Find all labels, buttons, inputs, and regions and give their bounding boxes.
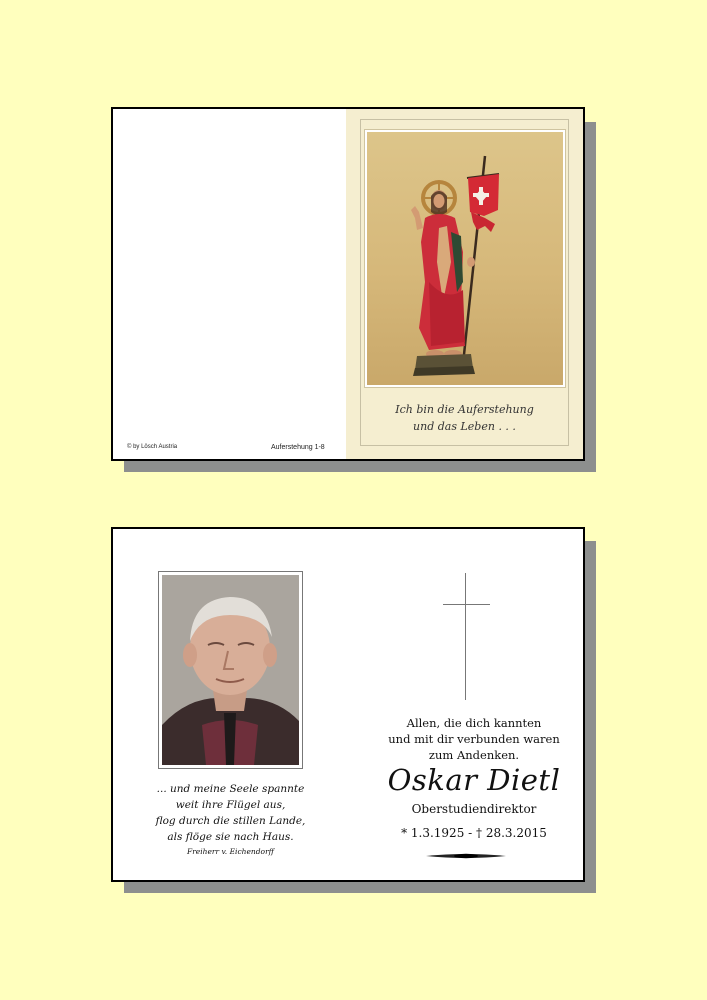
portrait-image — [162, 575, 299, 765]
resurrection-picture — [365, 130, 565, 387]
article-number: Auferstehung 1-8 — [271, 444, 325, 451]
bible-verse — [346, 401, 583, 435]
verse-line: Ich bin die Auferstehung — [395, 403, 534, 416]
ornament-divider-icon — [426, 852, 506, 860]
back-card — [111, 527, 585, 882]
front-card — [111, 107, 585, 461]
cross-icon-bar — [443, 604, 490, 605]
life-dates: * 1.3.1925 - † 28.3.2015 — [401, 826, 547, 840]
dedication-line: und mit dir verbunden waren — [388, 732, 560, 746]
deceased-title: Oberstudiendirektor — [411, 802, 537, 816]
verse-line: und das Leben . . . — [413, 420, 516, 433]
elderly-man-portrait-icon — [162, 575, 299, 765]
poem — [123, 781, 338, 859]
poem-author: Freiherr v. Eichendorff — [187, 847, 274, 856]
portrait-photo — [158, 571, 303, 769]
dedication — [359, 715, 589, 763]
poem-line: weit ihre Flügel aus, — [175, 799, 286, 811]
cross-icon — [465, 573, 466, 700]
dedication-line: zum Andenken. — [428, 748, 520, 762]
resurrected-christ-statue-icon — [367, 132, 563, 385]
dedication-line: Allen, die dich kannten — [406, 716, 542, 730]
copyright-text: © by Lösch Austria — [127, 444, 178, 450]
card-cover — [346, 109, 583, 459]
poem-line: ... und meine Seele spannte — [156, 783, 305, 795]
poem-line: als flöge sie nach Haus. — [167, 831, 294, 843]
poem-line: flog durch die stillen Lande, — [155, 815, 306, 827]
deceased-name: Oskar Dietl — [387, 763, 561, 797]
